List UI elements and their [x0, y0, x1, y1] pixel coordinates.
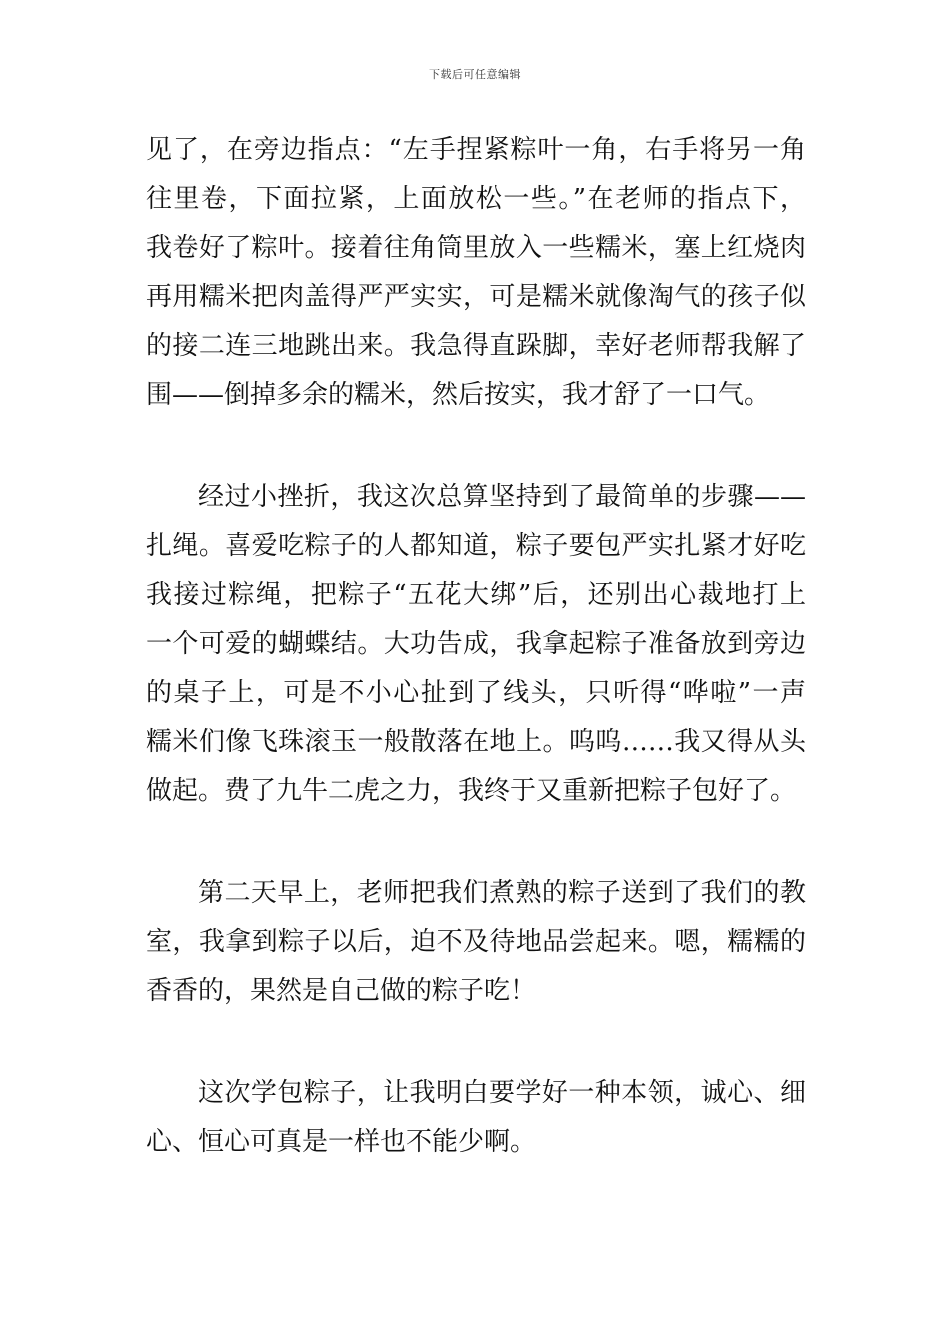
header-note: 下载后可任意编辑 [429, 68, 521, 81]
paragraph-1-line-6: 围——倒掉多余的糯米，然后按实，我才舒了一口气。 [146, 380, 771, 410]
paragraph-3-line-3: 香香的，果然是自己做的粽子吃！ [146, 976, 537, 1006]
paragraph-2-line-6: 糯米们像飞珠滚玉一般散落在地上。呜呜……我又得从头 [146, 727, 806, 757]
paragraph-1-line-3: 我卷好了粽叶。接着往角筒里放入一些糯米，塞上红烧肉 [146, 233, 806, 263]
paragraph-1-line-2: 往里卷，下面拉紧，上面放松一些。”在老师的指点下， [146, 184, 806, 214]
paragraph-2-line-4: 一个可爱的蝴蝶结。大功告成，我拿起粽子准备放到旁边 [146, 629, 806, 659]
paragraph-4-line-1: 这次学包粽子，让我明白要学好一种本领，诚心、细 [198, 1078, 806, 1108]
paragraph-1-line-5: 的接二连三地跳出来。我急得直跺脚，幸好老师帮我解了 [146, 331, 806, 361]
paragraph-2-line-5: 的桌子上，可是不小心扯到了线头，只听得“哗啦”一声 [146, 678, 806, 708]
paragraph-2-line-1: 经过小挫折，我这次总算坚持到了最简单的步骤—— [198, 482, 806, 512]
paragraph-1-line-4: 再用糯米把肉盖得严严实实，可是糯米就像淘气的孩子似 [146, 282, 806, 312]
paragraph-3-line-2: 室，我拿到粽子以后，迫不及待地品尝起来。嗯，糯糯的 [146, 927, 806, 957]
paragraph-4-line-2: 心、恒心可真是一样也不能少啊。 [146, 1127, 537, 1157]
paragraph-2-line-7: 做起。费了九牛二虎之力，我终于又重新把粽子包好了。 [146, 776, 797, 806]
paragraph-3-line-1: 第二天早上，老师把我们煮熟的粽子送到了我们的教 [198, 878, 806, 908]
paragraph-2-line-2: 扎绳。喜爱吃粽子的人都知道，粽子要包严实扎紧才好吃 [146, 531, 806, 561]
paragraph-1-line-1: 见了，在旁边指点：“左手捏紧粽叶一角，右手将另一角 [146, 135, 806, 165]
paragraph-2-line-3: 我接过粽绳，把粽子“五花大绑”后，还别出心裁地打上 [146, 580, 806, 610]
